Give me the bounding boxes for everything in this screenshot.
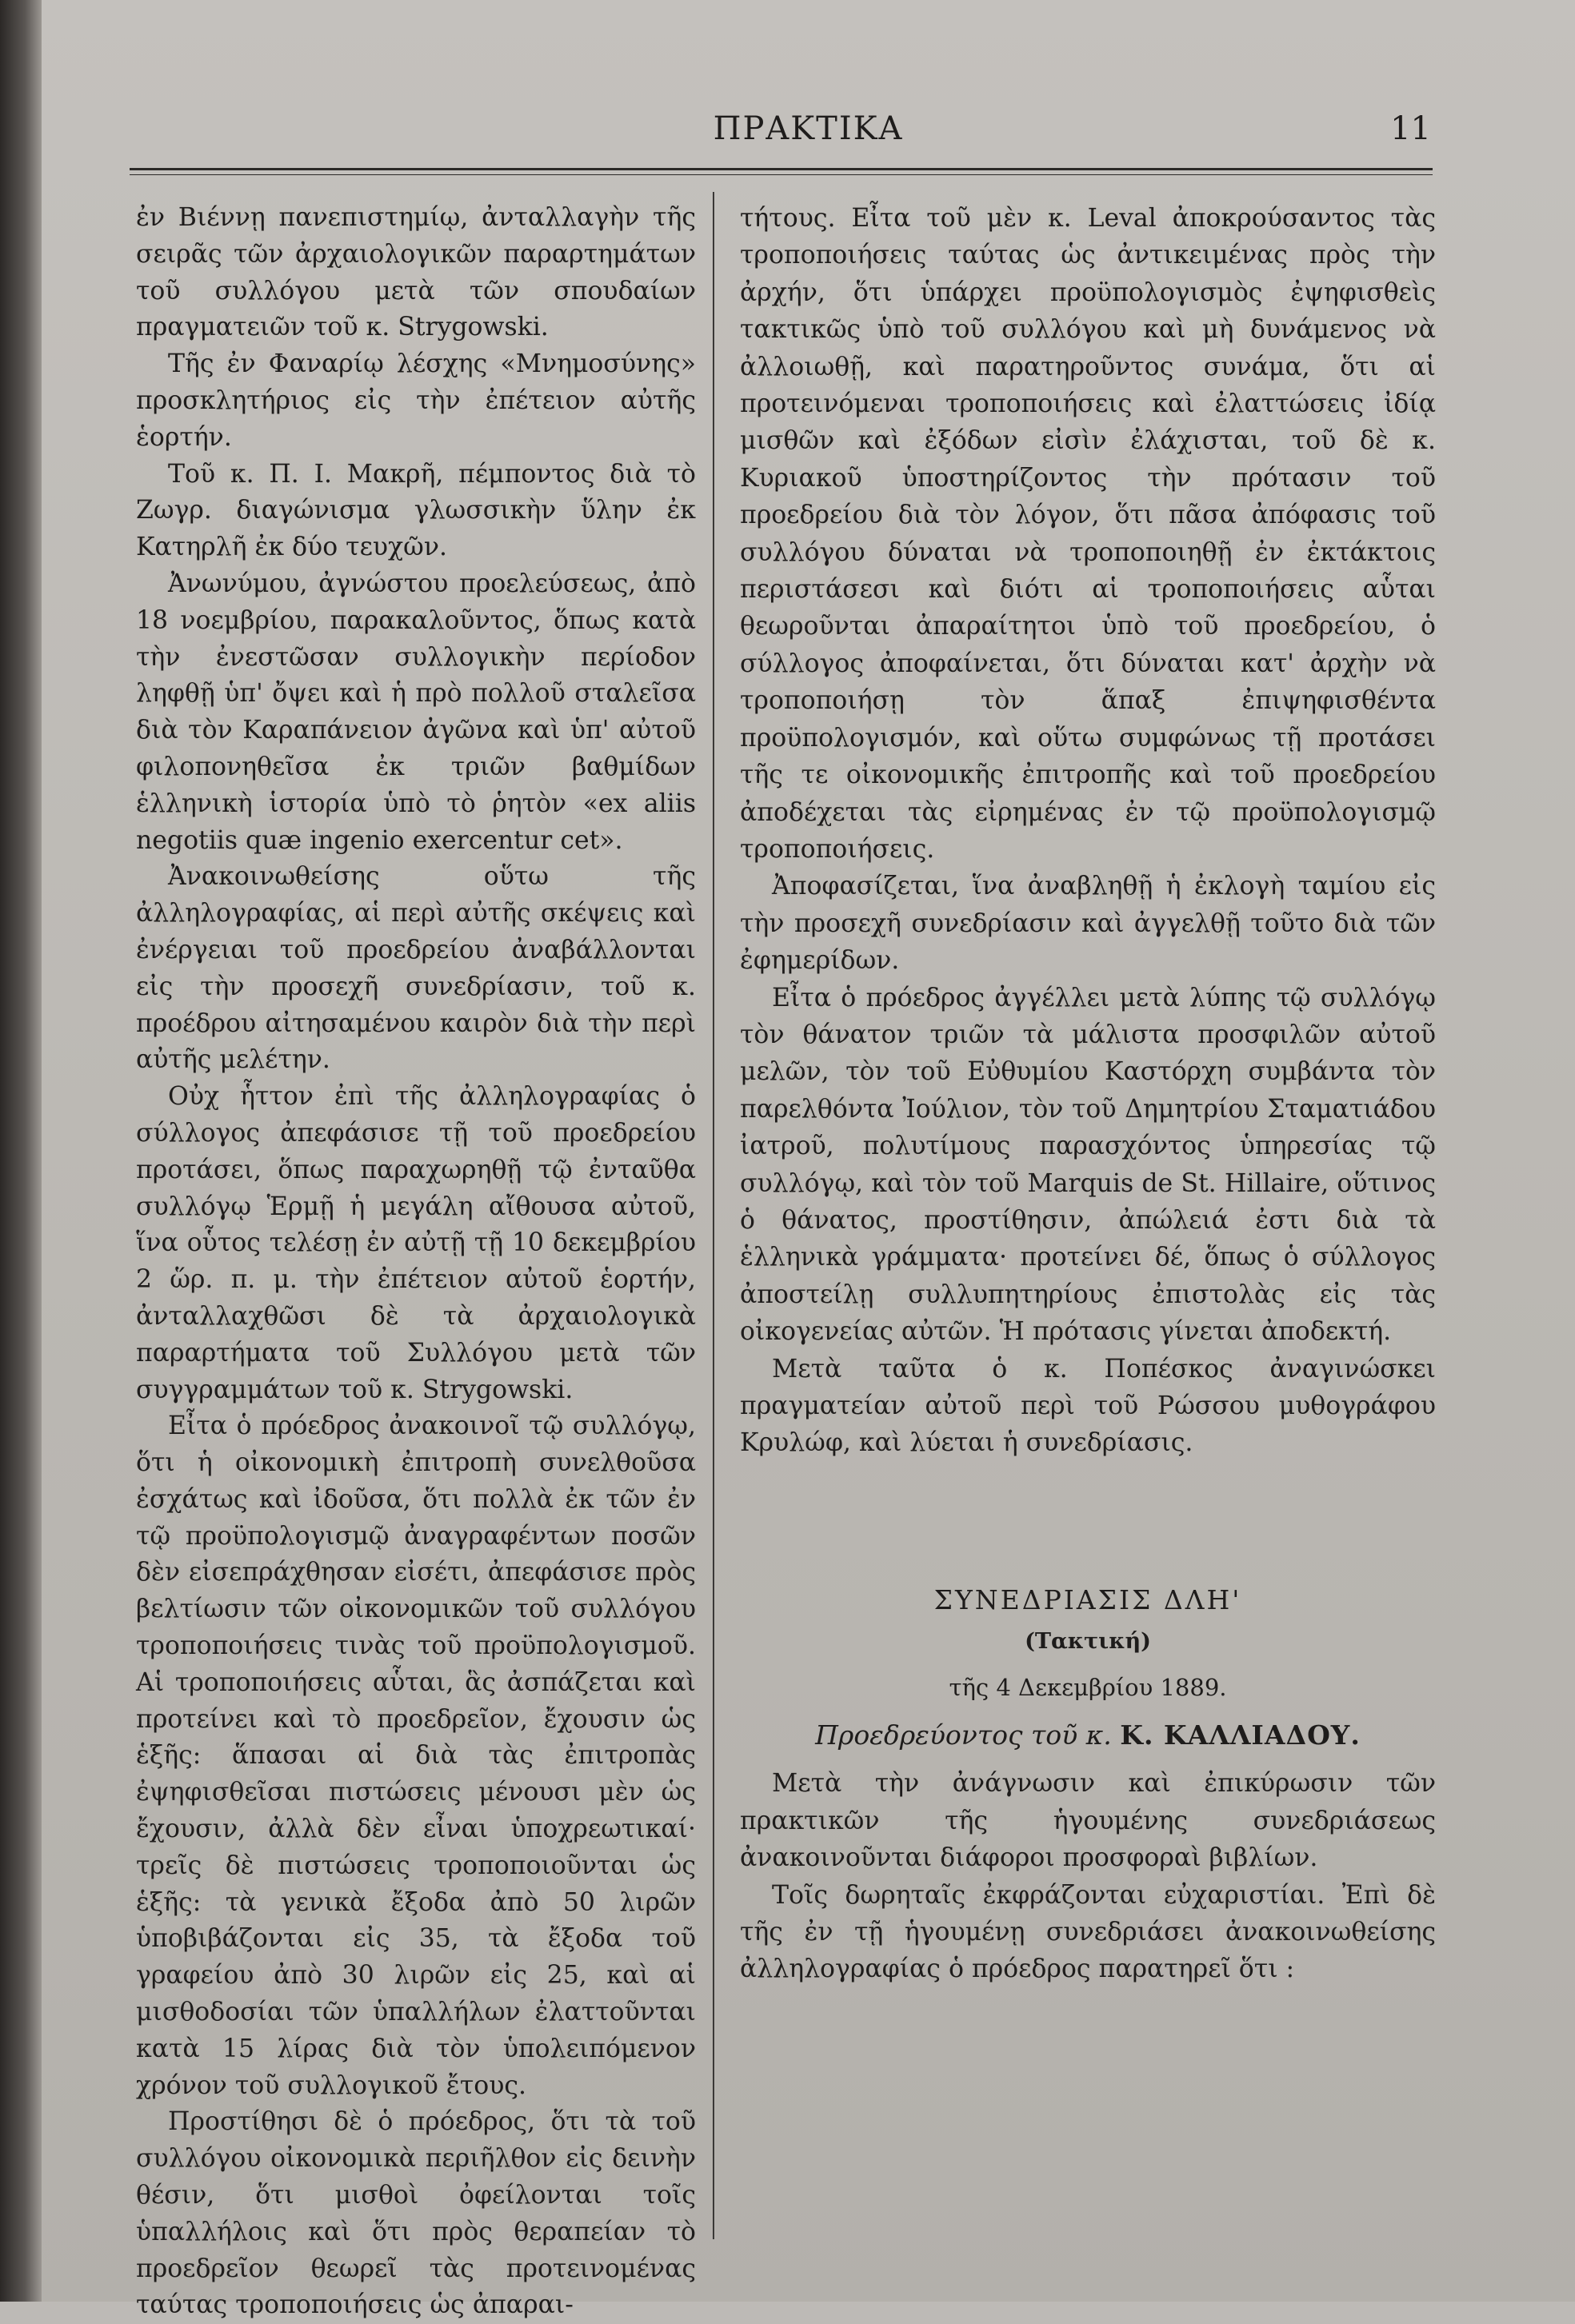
paragraph: Ἀνακοινωθείσης οὕτω τῆς ἀλληλογραφίας, αἱ περὶ αὐτῆς σκέψεις καὶ ἐνέργειαι τοῦ προεδρείου ἀναβάλλονται εἰς τὴν προσεχῆ συνεδρίασιν, τοῦ κ. προέδρου αἰτησαμένου καιρὸν διὰ τὴν περὶ αὐτῆς μελέτην. <box>136 862 696 1075</box>
running-header <box>42 110 1575 158</box>
chair-prefix: Προεδρεύοντος τοῦ κ. <box>815 1719 1112 1751</box>
column-divider <box>713 192 714 2239</box>
book-spine-shadow <box>0 0 42 2302</box>
paragraph: Εἶτα ὁ πρόεδρος ἀνακοινοῖ τῷ συλλόγῳ, ὅτι ἡ οἰκονομικὴ ἐπιτροπὴ συνελθοῦσα ἐσχάτως καὶ ἰδοῦσα, ὅτι πολλὰ ἐκ τῶν ἐν τῷ προϋπολογισμῷ ἀναγραφέντων ποσῶν δὲν εἰσεπράχθησαν εἰσέτι, ἀπεφάσισε πρὸς βελτίωσιν τῶν οἰκονομικῶν τοῦ συλλόγου τροποποιήσεις τινὰς τοῦ προϋπολογισμοῦ. Αἱ τροποποιήσεις αὗται, ἃς ἀσπάζεται καὶ προτείνει καὶ τὸ προεδρεῖον, ἔχουσιν ὡς ἑξῆς: ἅπασαι αἱ διὰ τὰς ἐπιτροπὰς ἐψηφισθεῖσαι πιστώσεις μένουσι μὲν ὡς ἔχουσιν, ἀλλὰ δὲν εἶναι ὑποχρεωτικαί· τρεῖς δὲ πιστώσεις τροποποιοῦνται ὡς ἑξῆς: τὰ γενικὰ ἔξοδα ἀπὸ 50 λιρῶν ὑποβιβάζονται εἰς 35, τὰ ἔξοδα τοῦ γραφείου ἀπὸ 30 λιρῶν εἰς 25, καὶ αἱ μισθοδοσίαι τῶν ὑπαλλήλων ἐλαττοῦνται κατὰ 15 λίρας διὰ τὸν ὑπολειπόμενον χρόνον τοῦ συλλογικοῦ ἔτους. <box>136 1412 696 2100</box>
paragraph: Προστίθησι δὲ ὁ πρόεδρος, ὅτι τὰ τοῦ συλλόγου οἰκονομικὰ περιῆλθον εἰς δεινὴν θέσιν, ὅτι μισθοὶ ὀφείλονται τοῖς ὑπαλλήλοις καὶ ὅτι πρὸς θεραπείαν τὸ προεδρεῖον θεωρεῖ τὰς προτεινομένας ταύτας τροποποιήσεις ὡς ἀπαραι- <box>136 2107 696 2320</box>
paragraph: Οὐχ ἧττον ἐπὶ τῆς ἀλληλογραφίας ὁ σύλλογος ἀπεφάσισε τῇ τοῦ προεδρείου προτάσει, ὅπως παραχωρηθῇ τῷ ἐνταῦθα συλλόγῳ Ἑρμῇ ἡ μεγάλη αἴθουσα αὐτοῦ, ἵνα οὗτος τελέσῃ ἐν αὐτῇ τῇ 10 δεκεμβρίου 2 ὥρ. π. μ. τὴν ἐπέτειον αὐτοῦ ἑορτήν, ἀνταλλαχθῶσι δὲ τὰ ἀρχαιολογικὰ παραρτήματα τοῦ Συλλόγου μετὰ τῶν συγγραμμάτων τοῦ κ. Strygowski. <box>136 1082 696 1404</box>
page-number: 11 <box>1390 110 1431 147</box>
paragraph: Μετὰ ταῦτα ὁ κ. Ποπέσκος ἀναγινώσκει πραγματείαν αὐτοῦ περὶ τοῦ Ρώσσου μυθογράφου Κρυλώφ, καὶ λύεται ἡ συνεδρίασις. <box>740 1354 1436 1458</box>
session-heading: ΣΥΝΕΔΡΙΑΣΙΣ ΔΛΗ' <box>933 1583 1242 1615</box>
running-title: ΠΡΑΚΤΙΚΑ <box>713 110 904 147</box>
paragraph: Ἀνωνύμου, ἀγνώστου προελεύσεως, ἀπὸ 18 νοεμβρίου, παρακαλοῦντος, ὅπως κατὰ τὴν ἐνεστῶσαν συλλογικὴν περίοδον ληφθῇ ὑπ' ὄψει καὶ ἡ πρὸ πολλοῦ σταλεῖσα διὰ τὸν Καραπάνειον ἀγῶνα καὶ ὑπ' αὐτοῦ φιλοπονηθεῖσα ἐκ τριῶν βαθμίδων ἑλληνικὴ ἱστορία ὑπὸ τὸ ῥητὸν «ex aliis negotiis quæ ingenio exercentur cet». <box>136 569 696 855</box>
session-chair <box>740 1717 1436 1754</box>
right-column <box>740 200 1436 1988</box>
paragraph: τήτους. Εἶτα τοῦ μὲν κ. Leval ἀποκρούσαντος τὰς τροποποιήσεις ταύτας ὡς ἀντικειμένας πρὸς τὴν ἀρχήν, ὅτι ὑπάρχει προϋπολογισμὸς ἐψηφισθεὶς τακτικῶς ὑπὸ τοῦ συλλόγου καὶ μὴ δυνάμενος νὰ ἀλλοιωθῇ, καὶ παρατηροῦντος συνάμα, ὅτι αἱ προτεινόμεναι τροποποιήσεις καὶ ἐλαττώσεις ἰδίᾳ μισθῶν καὶ ἐξόδων εἰσὶν ἐλάχισται, τοῦ δὲ κ. Κυριακοῦ ὑποστηρίζοντος τὴν πρότασιν τοῦ προεδρείου διὰ τὸν λόγον, ὅτι πᾶσα ἀπόφασις τοῦ συλλόγου δύναται νὰ τροποποιηθῇ ἐν ἐκτάκτοις περιστάσεσι καὶ διότι αἱ τροποποιήσεις αὗται θεωροῦνται ἀπαραίτητοι ὑπὸ τοῦ προεδρείου, ὁ σύλλογος ἀποφαίνεται, ὅτι δύναται κατ' ἀρχὴν νὰ τροποποιήσῃ τὸν ἅπαξ ἐπιψηφισθέντα προϋπολογισμόν, καὶ οὕτω συμφώνως τῇ προτάσει τῆς τε οἰκονομικῆς ἐπιτροπῆς καὶ τοῦ προεδρείου ἀποδέχεται τὰς εἰρημένας ἐν τῷ προϋπολογισμῷ τροποποιήσεις. <box>740 204 1436 864</box>
page <box>42 0 1575 2320</box>
paragraph: Μετὰ τὴν ἀνάγνωσιν καὶ ἐπικύρωσιν τῶν πρακτικῶν τῆς ἡγουμένης συνεδριάσεως ἀνακοινοῦνται διάφοροι προσφοραὶ βιβλίων. <box>740 1769 1436 1873</box>
paragraph: Τῆς ἐν Φαναρίῳ λέσχης «Μνημοσύνης» προσκλητήριος εἰς τὴν ἐπέτειον αὐτῆς ἑορτήν. <box>136 349 696 452</box>
chair-name: Κ. ΚΑΛΛΙΑΔΟΥ. <box>1120 1719 1361 1751</box>
paragraph: Τοῖς δωρηταῖς ἐκφράζονται εὐχαριστίαι. Ἐπὶ δὲ τῆς ἐν τῇ ἡγουμένῃ συνεδριάσει ἀνακοινωθείσης ἀλληλογραφίας ὁ πρόεδρος παρατηρεῖ ὅτι : <box>740 1880 1436 1984</box>
paragraph: Εἶτα ὁ πρόεδρος ἀγγέλλει μετὰ λύπης τῷ συλλόγῳ τὸν θάνατον τριῶν τὰ μάλιστα προσφιλῶν αὐτοῦ μελῶν, τὸν τοῦ Εὐθυμίου Καστόρχη συμβάντα τὸν παρελθόντα Ἰούλιον, τὸν τοῦ Δημητρίου Σταματιάδου ἰατροῦ, πολυτίμους παρασχόντος ὑπηρεσίας τῷ συλλόγῳ, καὶ τὸν τοῦ Marquis de St. Hillaire, οὕτινος ὁ θάνατος, προστίθησιν, ἀπώλειά ἐστι διὰ τὰ ἑλληνικὰ γράμματα· προτείνει δέ, ὅπως ὁ σύλλογος ἀποστείλῃ συλλυπητηρίους ἐπιστολὰς εἰς τὰς οἰκογενείας αὐτῶν. Ἡ πρότασις γίνεται ἀποδεκτή. <box>740 983 1436 1347</box>
header-rule-thin <box>130 174 1433 175</box>
session-type: (Τακτική) <box>1025 1629 1151 1655</box>
header-rule-thick <box>130 168 1433 170</box>
paragraph: Τοῦ κ. Π. Ι. Μακρῆ, πέμποντος διὰ τὸ Ζωγρ. διαγώνισμα γλωσσικὴν ὕλην ἐκ Κατηρλῆ ἐκ δύο τευχῶν. <box>136 459 696 562</box>
paragraph: Ἀποφασίζεται, ἵνα ἀναβληθῇ ἡ ἐκλογὴ ταμίου εἰς τὴν προσεχῆ συνεδρίασιν καὶ ἀγγελθῇ τοῦτο διὰ τῶν ἐφημερίδων. <box>740 872 1436 976</box>
left-column <box>136 200 696 2324</box>
paragraph: ἐν Βιέννῃ πανεπιστημίῳ, ἀνταλλαγὴν τῆς σειρᾶς τῶν ἀρχαιολογικῶν παραρτημάτων τοῦ συλλόγου μετὰ τῶν σπουδαίων πραγματειῶν τοῦ κ. Strygowski. <box>136 203 696 342</box>
session-date: τῆς 4 Δεκεμβρίου 1889. <box>949 1673 1227 1701</box>
